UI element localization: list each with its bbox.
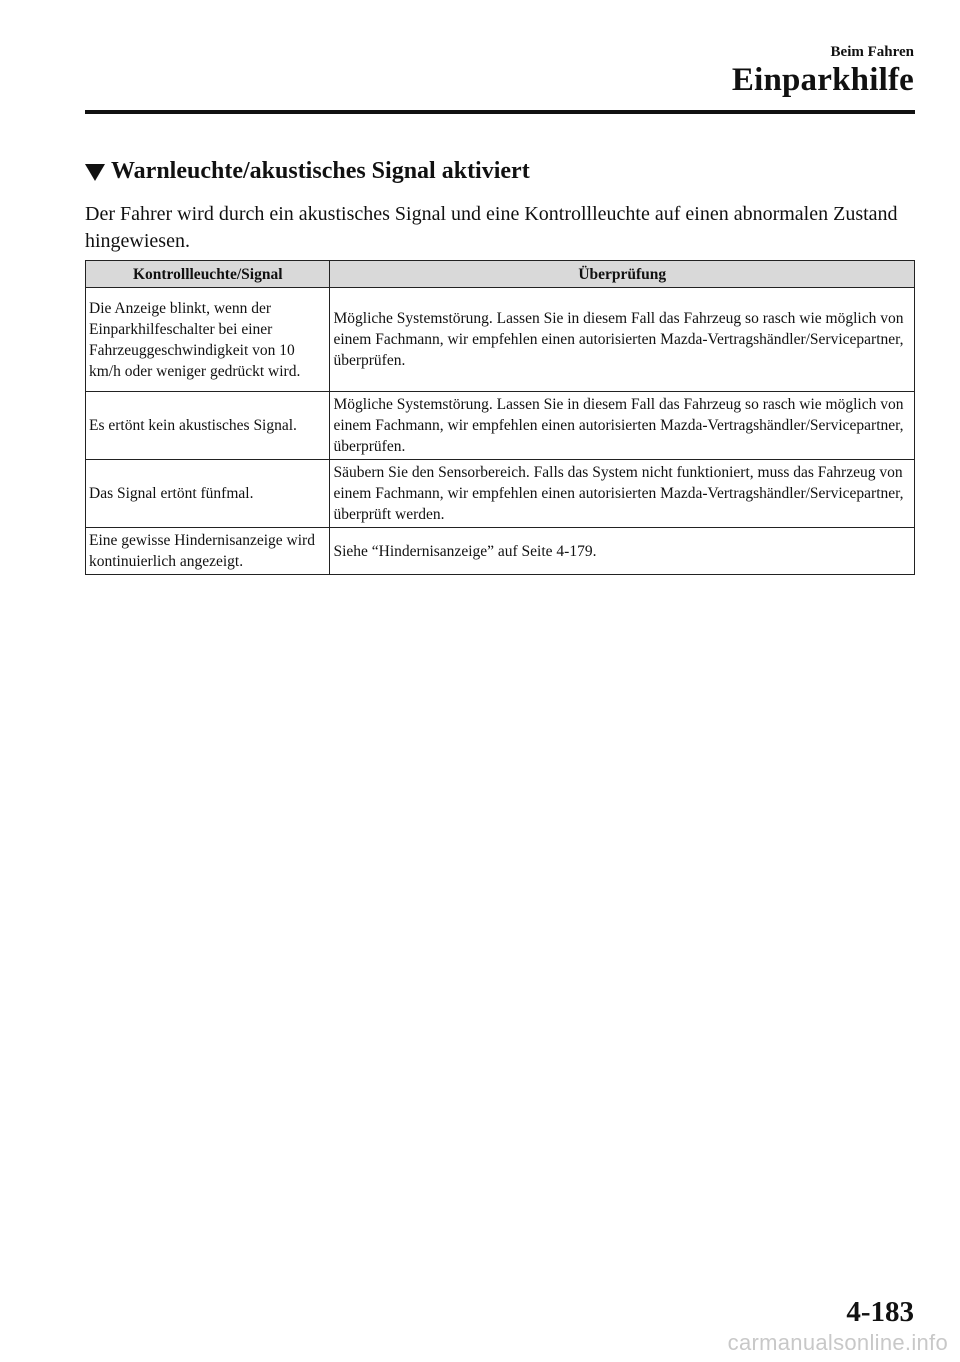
table-cell-check: Siehe “Hindernisanzeige” auf Seite 4-179. <box>330 528 915 575</box>
table-cell-check: Mögliche Systemstörung. Lassen Sie in diesem Fall das Fahrzeug so rasch wie möglich von einem Fachmann, wir empfehlen einen autorisierten Mazda-Vertragshändler/Servicepartner, überprüfen. <box>330 288 915 392</box>
table-cell-signal: Eine gewisse Hindernisanzeige wird kontinuierlich angezeigt. <box>86 528 330 575</box>
column-header-signal: Kontrollleuchte/Signal <box>86 261 330 288</box>
watermark: carmanualsonline.info <box>727 1330 948 1355</box>
header-divider <box>85 110 915 114</box>
column-header-check: Überprüfung <box>330 261 915 288</box>
table-cell-check: Mögliche Systemstörung. Lassen Sie in diesem Fall das Fahrzeug so rasch wie möglich von einem Fachmann, wir empfehlen einen autorisierten Mazda-Vertragshändler/Servicepartner, überprüfen. <box>330 392 915 460</box>
intro-paragraph: Der Fahrer wird durch ein akustisches Signal und eine Kontrollleuchte auf einen abnormalen Zustand hingewiesen. <box>85 203 898 252</box>
section-title: Einparkhilfe <box>731 62 914 98</box>
page-number: 4-183 <box>846 1296 914 1328</box>
triangle-down-icon <box>85 164 105 181</box>
warning-table <box>85 260 915 575</box>
table-header-row <box>86 261 915 288</box>
table-row <box>86 460 915 528</box>
table-cell-signal: Es ertönt kein akustisches Signal. <box>86 392 330 460</box>
section-heading <box>85 158 530 185</box>
chapter-title: Beim Fahren <box>830 44 914 60</box>
table-row <box>86 528 915 575</box>
table-cell-check: Säubern Sie den Sensorbereich. Falls das System nicht funktioniert, muss das Fahrzeug von einem Fachmann, wir empfehlen einen autorisierten Mazda-Vertragshändler/Servicepartner, überprüft werden. <box>330 460 915 528</box>
table-cell-signal: Die Anzeige blinkt, wenn der Einparkhilfeschalter bei einer Fahrzeuggeschwindigkeit von 10 km/h oder weniger gedrückt wird. <box>86 288 330 392</box>
table-row <box>86 392 915 460</box>
table-row <box>86 288 915 392</box>
table-cell-signal: Das Signal ertönt fünfmal. <box>86 460 330 528</box>
section-heading-text: Warnleuchte/akustisches Signal aktiviert <box>111 158 530 184</box>
